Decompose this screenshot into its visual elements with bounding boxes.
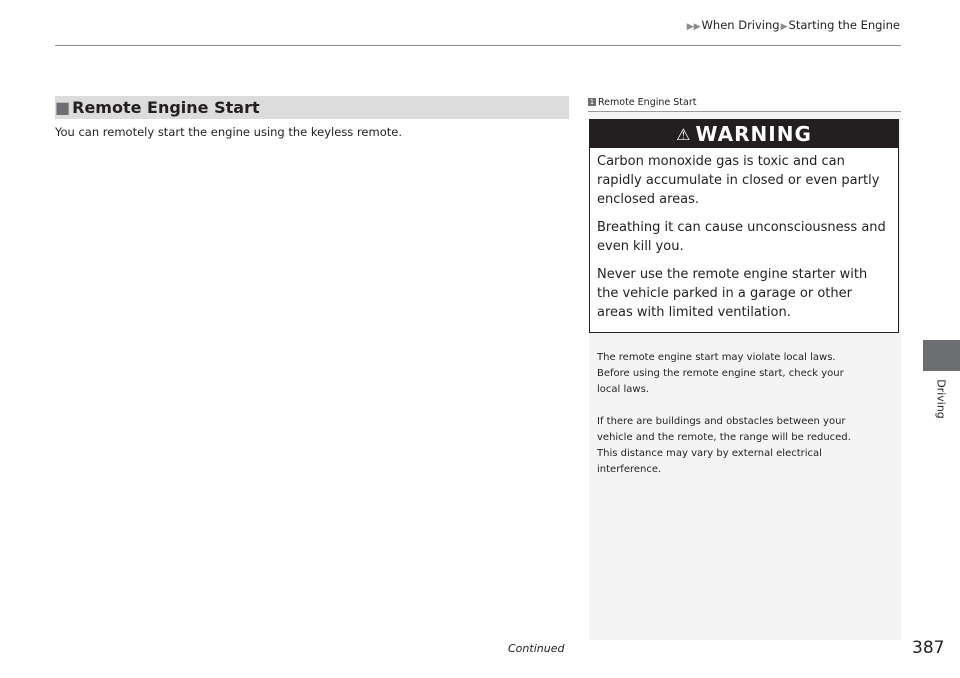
warning-box: [589, 119, 899, 333]
warning-header: [590, 120, 898, 148]
warning-line: the vehicle parked in a garage or other: [597, 286, 852, 301]
breadcrumb-arrow-icon: ▶: [780, 22, 788, 32]
note-line: interference.: [597, 464, 662, 475]
warning-title: WARNING: [695, 122, 812, 146]
warning-paragraph: [590, 152, 898, 209]
breadcrumb-item[interactable]: Starting the Engine: [788, 18, 900, 32]
warning-paragraph: [590, 265, 898, 322]
note-line: vehicle and the remote, the range will be reduced.: [597, 432, 851, 443]
note-paragraph: [597, 350, 844, 398]
section-title: Remote Engine Start: [72, 98, 260, 117]
note-line: local laws.: [597, 384, 649, 395]
breadcrumb-arrow-icon: ▶▶: [686, 22, 701, 32]
chapter-tab-label: Driving: [934, 379, 948, 419]
side-heading-text: Remote Engine Start: [598, 97, 697, 108]
section-title-wrap: [55, 98, 260, 117]
warning-line: even kill you.: [597, 239, 684, 254]
warning-line: Breathing it can cause unconsciousness and: [597, 220, 886, 235]
warning-line: Never use the remote engine starter with: [597, 267, 868, 282]
square-bullet-icon: ■: [55, 98, 71, 117]
warning-line: areas with limited ventilation.: [597, 305, 791, 320]
warning-line: rapidly accumulate in closed or even partly: [597, 173, 880, 188]
note-line: This distance may vary by external electrical: [597, 448, 822, 459]
warning-line: enclosed areas.: [597, 192, 700, 207]
reference-number-icon: 1: [589, 98, 595, 106]
body-text: You can remotely start the engine using the keyless remote.: [55, 125, 402, 139]
breadcrumb-item[interactable]: When Driving: [701, 18, 780, 32]
note-line: The remote engine start may violate local laws.: [597, 352, 836, 363]
warning-paragraph: [590, 218, 898, 256]
note-line: If there are buildings and obstacles between your: [597, 416, 846, 427]
breadcrumb: [486, 18, 900, 32]
page-number: 387: [912, 638, 945, 658]
section-header: [55, 96, 569, 119]
header-divider: [55, 45, 901, 46]
chapter-tab-label-wrap: [926, 369, 956, 429]
note-line: Before using the remote engine start, check your: [597, 368, 844, 379]
warning-triangle-icon: ⚠: [676, 125, 692, 144]
side-heading: [588, 97, 901, 112]
chapter-tab[interactable]: [923, 340, 960, 371]
warning-line: Carbon monoxide gas is toxic and can: [597, 154, 845, 169]
note-paragraph: [597, 414, 851, 478]
continued-label: Continued: [508, 642, 565, 655]
